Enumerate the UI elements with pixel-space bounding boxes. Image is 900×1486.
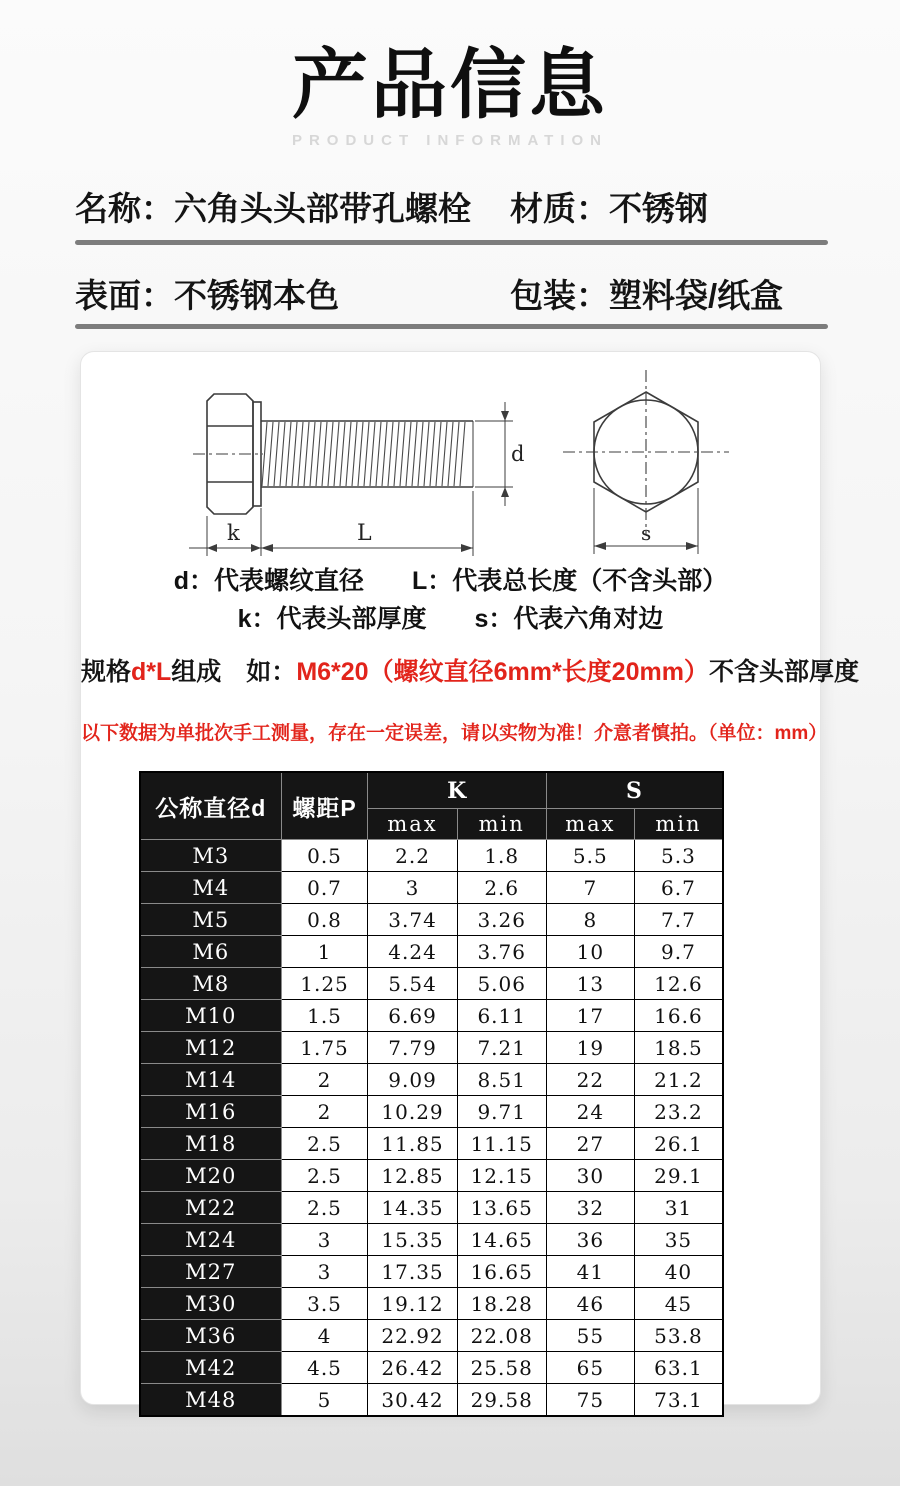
spec-value-cell: 26.42 (368, 1352, 457, 1384)
spec-size-cell: M6 (140, 936, 281, 968)
spec-size-cell: M5 (140, 904, 281, 936)
spec-value-cell: 15.35 (368, 1224, 457, 1256)
table-row (140, 1224, 723, 1256)
attribute-label: 表面： (75, 276, 174, 314)
product-info-page (0, 40, 900, 1486)
table-row (140, 1192, 723, 1224)
spec-value-cell: 22.92 (368, 1320, 457, 1352)
header-s-min: min (634, 809, 723, 840)
table-row (140, 840, 723, 872)
spec-value-cell: 8.51 (457, 1064, 546, 1096)
spec-highlight: M6*20（螺纹直径6mm*长度20mm） (296, 658, 709, 686)
spec-value-cell: 12.85 (368, 1160, 457, 1192)
attribute-label: 材质： (510, 189, 609, 227)
spec-size-cell: M30 (140, 1288, 281, 1320)
spec-size-cell: M48 (140, 1384, 281, 1417)
spec-size-cell: M10 (140, 1000, 281, 1032)
attribute-row-name-material (75, 184, 828, 228)
table-row (140, 1256, 723, 1288)
table-row (140, 1128, 723, 1160)
spec-value-cell: 46 (546, 1288, 634, 1320)
table-row (140, 1032, 723, 1064)
spec-value-cell: 2.6 (457, 872, 546, 904)
spec-size-cell: M14 (140, 1064, 281, 1096)
table-row (140, 1064, 723, 1096)
thread-lines (262, 422, 465, 486)
spec-highlight: d*L (131, 658, 172, 686)
spec-value-cell: 75 (546, 1384, 634, 1417)
spec-value-cell: 3 (281, 1256, 368, 1288)
spec-value-cell: 11.15 (457, 1128, 546, 1160)
spec-value-cell: 13.65 (457, 1192, 546, 1224)
spec-value-cell: 3.74 (368, 904, 457, 936)
spec-value-cell: 18.28 (457, 1288, 546, 1320)
spec-value-cell: 31 (634, 1192, 723, 1224)
spec-value-cell: 19 (546, 1032, 634, 1064)
spec-value-cell: 27 (546, 1128, 634, 1160)
spec-value-cell: 11.85 (368, 1128, 457, 1160)
legend-row (81, 604, 820, 634)
dim-label-s: s (640, 521, 651, 545)
spec-value-cell: 1.8 (457, 840, 546, 872)
spec-value-cell: 1.5 (281, 1000, 368, 1032)
spec-value-cell: 5.3 (634, 840, 723, 872)
spec-text: 不含头部厚度 (708, 658, 859, 686)
dim-label-d: d (510, 442, 524, 466)
spec-value-cell: 22.08 (457, 1320, 546, 1352)
spec-value-cell: 12.15 (457, 1160, 546, 1192)
spec-value-cell: 2.5 (281, 1160, 368, 1192)
hex-head-view (563, 370, 729, 554)
bolt-diagram (101, 364, 801, 564)
table-row (140, 1160, 723, 1192)
spec-value-cell: 29.58 (457, 1384, 546, 1417)
page-subtitle: PRODUCT INFORMATION (291, 132, 609, 149)
spec-size-cell: M20 (140, 1160, 281, 1192)
spec-table-body (140, 840, 723, 1417)
table-row (140, 1096, 723, 1128)
table-row (140, 872, 723, 904)
table-row (140, 1320, 723, 1352)
attribute-value: 不锈钢 (609, 189, 708, 227)
spec-value-cell: 9.71 (457, 1096, 546, 1128)
spec-value-cell: 14.65 (457, 1224, 546, 1256)
attribute-value: 塑料袋/纸盒 (609, 276, 784, 314)
spec-value-cell: 73.1 (634, 1384, 723, 1417)
spec-value-cell: 2.5 (281, 1128, 368, 1160)
table-row (140, 968, 723, 1000)
spec-value-cell: 5.54 (368, 968, 457, 1000)
spec-value-cell: 4.24 (368, 936, 457, 968)
spec-value-cell: 14.35 (368, 1192, 457, 1224)
spec-size-cell: M36 (140, 1320, 281, 1352)
spec-value-cell: 7.21 (457, 1032, 546, 1064)
spec-size-cell: M16 (140, 1096, 281, 1128)
spec-size-cell: M18 (140, 1128, 281, 1160)
spec-size-cell: M3 (140, 840, 281, 872)
spec-value-cell: 0.7 (281, 872, 368, 904)
spec-value-cell: 2.5 (281, 1192, 368, 1224)
spec-size-cell: M27 (140, 1256, 281, 1288)
header-k-max: max (368, 809, 457, 840)
legend-item-k: k：代表头部厚度 (237, 605, 427, 633)
header-s-max: max (546, 809, 634, 840)
spec-value-cell: 5.06 (457, 968, 546, 1000)
spec-value-cell: 24 (546, 1096, 634, 1128)
spec-value-cell: 16.65 (457, 1256, 546, 1288)
spec-value-cell: 12.6 (634, 968, 723, 1000)
table-row (140, 1000, 723, 1032)
spec-value-cell: 6.11 (457, 1000, 546, 1032)
spec-value-cell: 2 (281, 1096, 368, 1128)
spec-value-cell: 0.5 (281, 840, 368, 872)
table-row (140, 1352, 723, 1384)
header-diameter: 公称直径d (140, 772, 281, 840)
spec-size-cell: M12 (140, 1032, 281, 1064)
spec-value-cell: 25.58 (457, 1352, 546, 1384)
attribute-name (75, 183, 510, 230)
spec-value-cell: 26.1 (634, 1128, 723, 1160)
dim-label-L: L (356, 521, 372, 546)
spec-value-cell: 17 (546, 1000, 634, 1032)
dimension-legend (81, 566, 820, 634)
spec-value-cell: 7 (546, 872, 634, 904)
spec-value-cell: 30 (546, 1160, 634, 1192)
spec-value-cell: 10 (546, 936, 634, 968)
spec-value-cell: 41 (546, 1256, 634, 1288)
spec-value-cell: 45 (634, 1288, 723, 1320)
spec-text: 规格 (81, 658, 132, 686)
spec-value-cell: 9.7 (634, 936, 723, 968)
spec-value-cell: 4 (281, 1320, 368, 1352)
spec-size-cell: M42 (140, 1352, 281, 1384)
spec-value-cell: 35 (634, 1224, 723, 1256)
table-row (140, 1384, 723, 1417)
spec-value-cell: 3.5 (281, 1288, 368, 1320)
spec-table (139, 771, 724, 1417)
divider (75, 324, 828, 329)
header-s-group: S (546, 772, 723, 809)
page-title: 产品信息 (292, 43, 608, 128)
spec-value-cell: 32 (546, 1192, 634, 1224)
legend-item-d: d：代表螺纹直径 (173, 567, 364, 595)
spec-value-cell: 2 (281, 1064, 368, 1096)
spec-value-cell: 5 (281, 1384, 368, 1417)
attribute-package (510, 270, 783, 317)
spec-value-cell: 65 (546, 1352, 634, 1384)
header-k-group: K (368, 772, 546, 809)
spec-value-cell: 1.75 (281, 1032, 368, 1064)
legend-item-s: s：代表六角对边 (474, 605, 664, 633)
header-k-min: min (457, 809, 546, 840)
spec-value-cell: 10.29 (368, 1096, 457, 1128)
table-row (140, 936, 723, 968)
spec-value-cell: 63.1 (634, 1352, 723, 1384)
spec-value-cell: 40 (634, 1256, 723, 1288)
spec-size-cell: M8 (140, 968, 281, 1000)
spec-value-cell: 7.79 (368, 1032, 457, 1064)
spec-value-cell: 2.2 (368, 840, 457, 872)
spec-value-cell: 36 (546, 1224, 634, 1256)
attribute-value: 六角头头部带孔螺栓 (174, 189, 471, 227)
header-pitch: 螺距P (281, 772, 368, 840)
spec-size-cell: M4 (140, 872, 281, 904)
attribute-row-surface-package (75, 271, 828, 315)
spec-value-cell: 4.5 (281, 1352, 368, 1384)
spec-value-cell: 8 (546, 904, 634, 936)
measurement-warning: 以下数据为单批次手工测量，存在一定误差，请以实物为准！介意者慎拍。（单位：mm） (81, 723, 828, 744)
spec-value-cell: 5.5 (546, 840, 634, 872)
table-header-row (140, 772, 723, 809)
spec-value-cell: 19.12 (368, 1288, 457, 1320)
legend-item-L: L：代表总长度（不含头部） (412, 567, 728, 595)
attribute-surface (75, 270, 510, 317)
spec-value-cell: 1.25 (281, 968, 368, 1000)
spec-value-cell: 29.1 (634, 1160, 723, 1192)
spec-value-cell: 3.26 (457, 904, 546, 936)
spec-value-cell: 1 (281, 936, 368, 968)
spec-value-cell: 17.35 (368, 1256, 457, 1288)
spec-value-cell: 7.7 (634, 904, 723, 936)
dim-label-k: k (226, 521, 240, 545)
spec-format-line (81, 652, 859, 688)
spec-size-cell: M24 (140, 1224, 281, 1256)
spec-value-cell: 53.8 (634, 1320, 723, 1352)
spec-value-cell: 18.5 (634, 1032, 723, 1064)
spec-value-cell: 21.2 (634, 1064, 723, 1096)
spec-value-cell: 3 (281, 1224, 368, 1256)
attribute-material (510, 183, 708, 230)
spec-text: 组成 如： (171, 658, 297, 686)
table-row (140, 1288, 723, 1320)
spec-value-cell: 16.6 (634, 1000, 723, 1032)
spec-value-cell: 0.8 (281, 904, 368, 936)
spec-value-cell: 55 (546, 1320, 634, 1352)
product-attributes (75, 184, 828, 329)
spec-value-cell: 6.69 (368, 1000, 457, 1032)
spec-value-cell: 3.76 (457, 936, 546, 968)
bolt-side-view (189, 394, 524, 556)
spec-value-cell: 22 (546, 1064, 634, 1096)
spec-value-cell: 13 (546, 968, 634, 1000)
attribute-label: 包装： (510, 276, 609, 314)
legend-row (81, 566, 820, 596)
attribute-value: 不锈钢本色 (174, 276, 339, 314)
spec-value-cell: 6.7 (634, 872, 723, 904)
spec-value-cell: 23.2 (634, 1096, 723, 1128)
divider (75, 240, 828, 245)
table-row (140, 904, 723, 936)
spec-value-cell: 30.42 (368, 1384, 457, 1417)
spec-value-cell: 9.09 (368, 1064, 457, 1096)
attribute-label: 名称： (75, 189, 174, 227)
spec-card (80, 351, 859, 1412)
spec-value-cell: 3 (368, 872, 457, 904)
spec-size-cell: M22 (140, 1192, 281, 1224)
